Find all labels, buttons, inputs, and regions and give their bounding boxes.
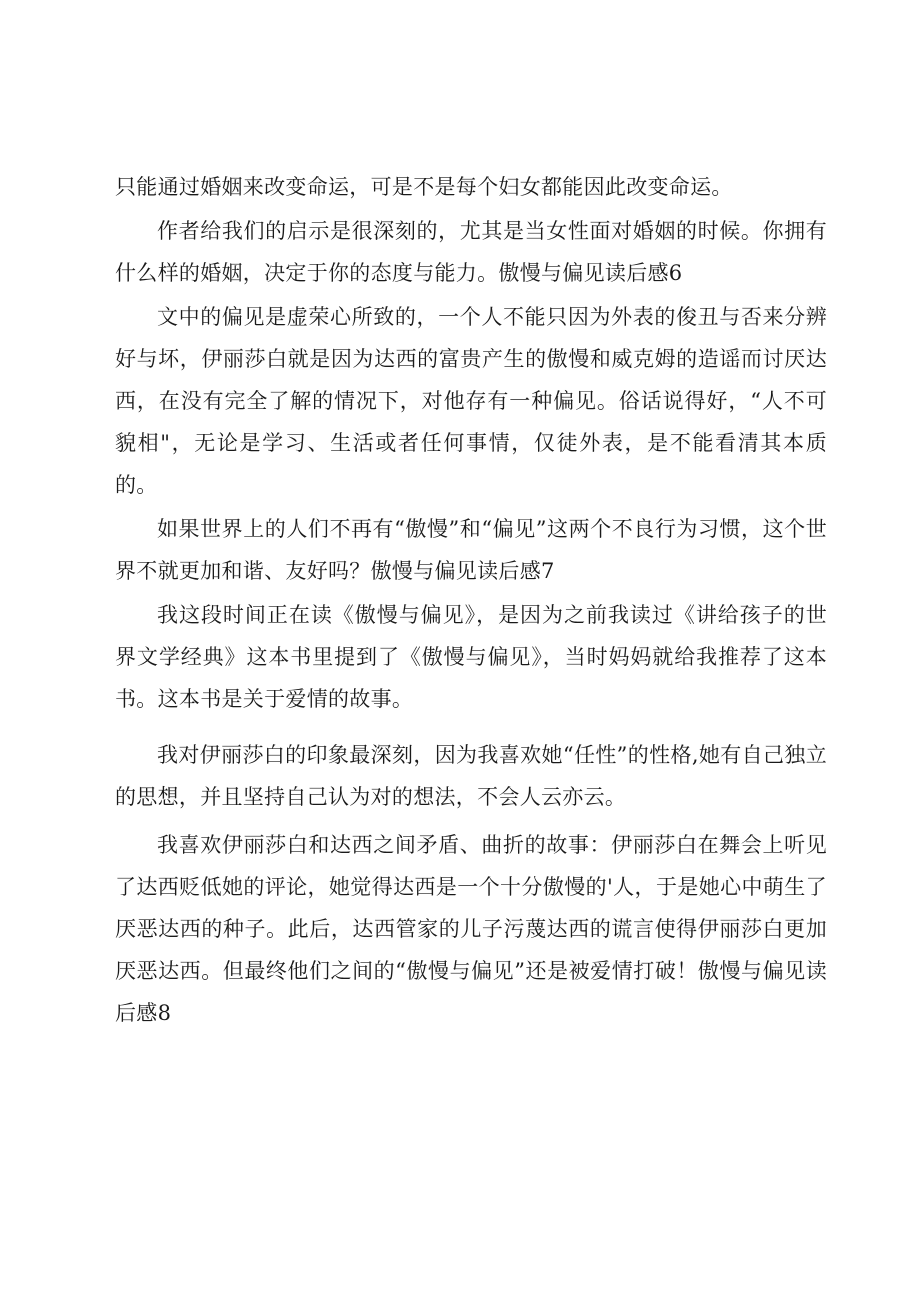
paragraph-5: 我这段时间正在读《傲慢与偏见》，是因为之前我读过《讲给孩子的世界文学经典》这本书里提到了《傲慢与偏见》，当时妈妈就给我推荐了这本书。这本书是关于爱情的故事。 [115,603,827,711]
paragraph-1: 只能通过婚姻来改变命运，可是不是每个妇女都能因此改变命运。 [115,175,733,199]
paragraph-4: 如果世界上的人们不再有“傲慢”和“偏见”这两个不良行为习惯，这个世界不就更加和谐、友好吗？傲慢与偏见读后感7 [115,517,827,583]
document-page [115,166,827,1034]
paragraph-2: 作者给我们的启示是很深刻的，尤其是当女性面对婚姻的时候。你拥有什么样的婚姻，决定于你的态度与能力。傲慢与偏见读后感6 [115,219,827,285]
paragraph-3: 文中的偏见是虚荣心所致的，一个人不能只因为外表的俊丑与否来分辨好与坏，伊丽莎白就是因为达西的富贵产生的傲慢和威克姆的造谣而讨厌达西，在没有完全了解的情况下，对他存有一种偏见。俗话说得好，“人不可貌相"，无论是学习、生活或者任何事情，仅徒外表，是不能看清其本质的。 [115,305,827,497]
paragraph-7: 我喜欢伊丽莎白和达西之间矛盾、曲折的故事：伊丽莎白在舞会上听见了达西贬低她的评论，她觉得达西是一个十分傲慢的'人，于是她心中萌生了厌恶达西的种子。此后，达西管家的儿子污蔑达西的谎言使得伊丽莎白更加厌恶达西。但最终他们之间的“傲慢与偏见”还是被爱情打破！傲慢与偏见读后感8 [115,833,827,1025]
paragraph-6: 我对伊丽莎白的印象最深刻，因为我喜欢她“任性”的性格,她有自己独立的思想，并且坚持自己认为对的想法，不会人云亦云。 [115,743,827,809]
